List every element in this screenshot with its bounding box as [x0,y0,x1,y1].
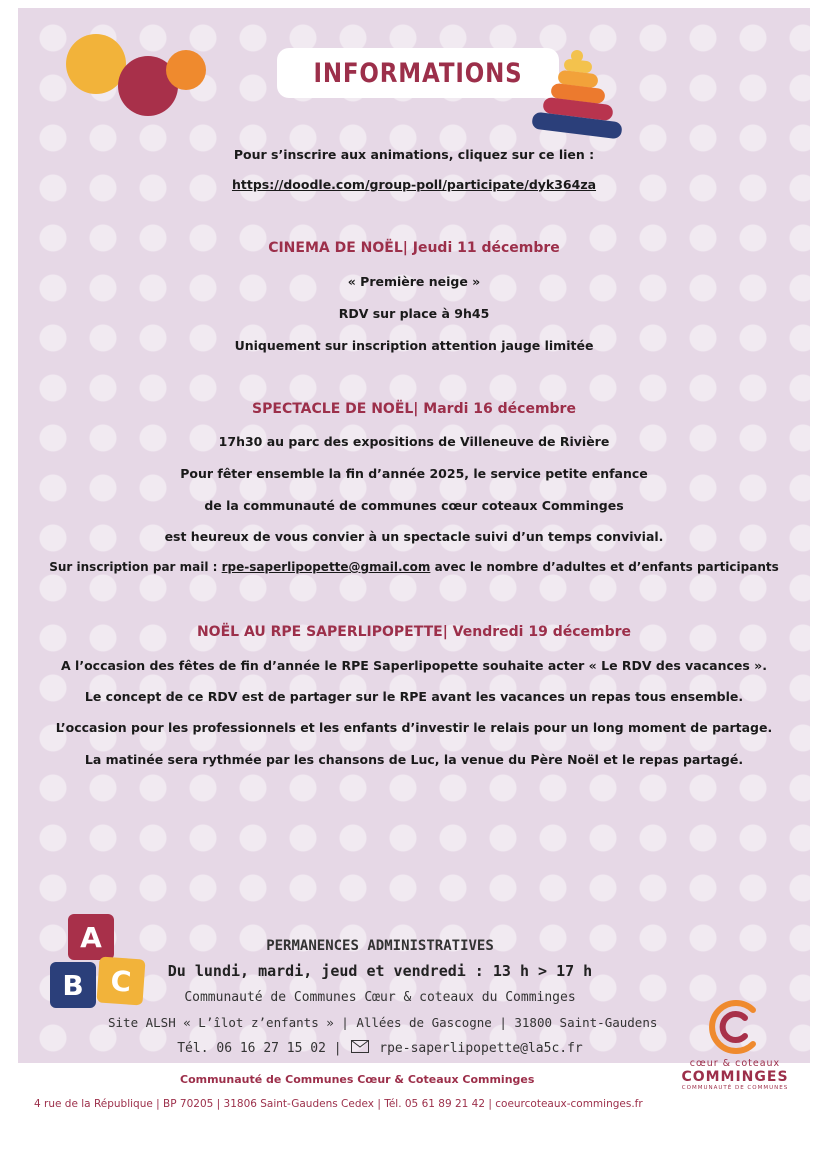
section-line: RDV sur place à 9h45 [338,306,490,321]
footer-contact: 4 rue de la République | BP 70205 | 31806 Saint-Gaudens Cedex | Tél. 05 61 89 21 42 | coeurcoteaux-comminges.fr [34,1098,643,1110]
coeur-coteaux-comminges-logo: cœur & coteaux COMMINGES COMMUNAUTÉ DE COMMUNES [680,998,790,1118]
stacking-rings-icon [528,50,624,140]
section-line: Le concept de ce RDV est de partager sur le RPE avant les vacances un repas tous ensemble. [84,689,744,704]
mail-icon [351,1040,369,1057]
intro-text: Pour s’inscrire aux animations, cliquez sur ce lien : [233,147,595,162]
logo-c-icon [707,998,763,1056]
mail-link[interactable]: rpe-saperlipopette@gmail.com [221,560,431,574]
section-line: est heureux de vous convier à un spectacle suivi d’un temps convivial. [164,529,664,544]
footer-org: Communauté de Communes Cœur & Coteaux Comminges [180,1073,535,1086]
permanences-hours: Du lundi, mardi, jeud et vendredi : 13 h > 17 h [167,962,593,980]
section-line: A l’occasion des fêtes de fin d’année le RPE Saperlipopette souhaite acter « Le RDV des vacances ». [61,658,767,673]
permanences-email[interactable]: rpe-saperlipopette@la5c.fr [379,1041,583,1056]
section-line: de la communauté de communes cœur coteaux Comminges [204,498,624,513]
doodle-link[interactable]: https://doodle.com/group-poll/participate/dyk364za [231,177,597,192]
section-heading-cinema: CINEMA DE NOËL| Jeudi 11 décembre [268,240,560,256]
section-line: Pour fêter ensemble la fin d’année 2025, le service petite enfance [180,466,648,481]
section-line: Uniquement sur inscription attention jauge limitée [234,338,594,353]
permanences-phone: Tél. 06 16 27 15 02 | [177,1041,342,1056]
title-banner [277,48,559,98]
permanences-address: Site ALSH « L’îlot z’enfants » | Allées de Gascogne | 31800 Saint-Gaudens [108,1015,658,1030]
section-heading-spectacle: SPECTACLE DE NOËL| Mardi 16 décembre [252,401,576,417]
section-heading-rpe: NOËL AU RPE SAPERLIPOPETTE| Vendredi 19 décembre [196,624,632,640]
permanences-contact [120,1040,640,1057]
page-title: INFORMATIONS [313,57,523,89]
permanences-title: PERMANENCES ADMINISTRATIVES [266,938,494,954]
permanences-org: Communauté de Communes Cœur & coteaux du Comminges [184,990,576,1005]
section-line: L’occasion pour les professionnels et les enfants d’investir le relais pour un long moment de partage. [55,720,773,735]
section-line: La matinée sera rythmée par les chansons de Luc, la venue du Père Noël et le repas partagé. [84,752,744,767]
decorative-circle-yellow [66,34,126,94]
section-line: « Première neige » [347,274,481,289]
mail-line: Sur inscription par mail : rpe-saperlipopette@gmail.com avec le nombre d’adultes et d’enfants participants [49,560,779,574]
section-line: 17h30 au parc des expositions de Villeneuve de Rivière [218,434,610,449]
doodle-link-row [18,177,810,192]
decorative-circle-orange [166,50,206,90]
